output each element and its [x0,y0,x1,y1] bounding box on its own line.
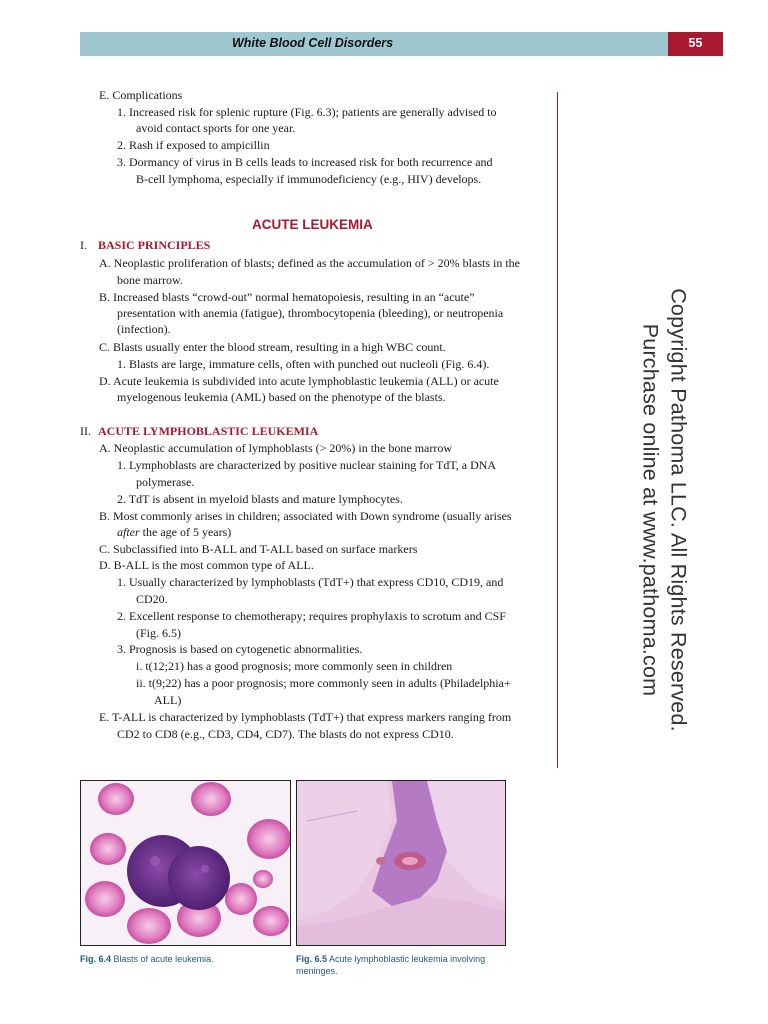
page-number: 55 [688,36,703,50]
running-header-title: White Blood Cell Disorders [232,36,394,50]
figure-caption-text: meninges. [296,966,338,976]
outline-continuation-text: the age of 5 years) [142,525,232,539]
outline-item: D. Acute leukemia is subdivided into acute lymphoblastic leukemia (ALL) or acute [99,374,499,388]
outline-item: ii. t(9;22) has a poor prognosis; more commonly seen in adults (Philadelphia+ [136,676,511,690]
outline-continuation: avoid contact sports for one year. [136,121,296,135]
outline-item: 1. Lymphoblasts are characterized by positive nuclear staining for TdT, a DNA [117,458,497,472]
figure-label: Fig. 6.5 [296,954,328,964]
subsection-heading: BASIC PRINCIPLES [98,238,211,252]
outline-item: A. Neoplastic proliferation of blasts; defined as the accumulation of > 20% blasts in the [99,256,520,270]
figure-caption [80,953,214,965]
figure-label: Fig. 6.4 [80,954,112,964]
outline-item: A. Neoplastic accumulation of lymphoblasts (> 20%) in the bone marrow [99,441,453,455]
outline-item: 2. Rash if exposed to ampicillin [117,138,270,152]
figure-caption-text: Blasts of acute leukemia. [113,954,214,964]
outline-continuation: (Fig. 6.5) [136,626,181,640]
outline-item: C. Subclassified into B-ALL and T-ALL based on surface markers [99,542,418,556]
outline-item: B. Most commonly arises in children; associated with Down syndrome (usually arises [99,509,512,523]
watermark-purchase: Purchase online at www.pathoma.com [638,323,663,697]
emphasis: after [117,525,140,539]
outline-numeral: II. [80,424,91,438]
outline-continuation: polymerase. [136,475,195,489]
outline-continuation: bone marrow. [117,273,183,287]
outline-item: 1. Increased risk for splenic rupture (Fig. 6.3); patients are generally advised to [117,105,497,119]
meninges-histology-image [297,781,505,945]
outline-item: E. Complications [99,88,183,102]
outline-item: 2. TdT is absent in myeloid blasts and mature lymphocytes. [117,492,403,506]
outline-item: B. Increased blasts “crowd-out” normal hematopoiesis, resulting in an “acute” [99,290,475,304]
outline-item: i. t(12;21) has a good prognosis; more commonly seen in children [136,659,453,673]
outline-continuation: (infection). [117,322,171,336]
outline-item: E. T-ALL is characterized by lymphoblasts (TdT+) that express markers ranging from [99,710,512,724]
outline-item: C. Blasts usually enter the blood stream, resulting in a high WBC count. [99,340,446,354]
outline-item: 1. Usually characterized by lymphoblasts (TdT+) that express CD10, CD19, and [117,575,504,589]
outline-item: D. B-ALL is the most common type of ALL. [99,558,314,572]
outline-item: 3. Prognosis is based on cytogenetic abnormalities. [117,642,363,656]
outline-continuation [117,525,231,539]
outline-continuation: B-cell lymphoma, especially if immunodeficiency (e.g., HIV) develops. [136,172,482,186]
figure-caption [296,953,516,977]
figure-meninges-histology [296,780,506,946]
figure-blood-smear [80,780,291,946]
outline-continuation: CD2 to CD8 (e.g., CD3, CD4, CD7). The blasts do not express CD10. [117,727,454,741]
outline-continuation: presentation with anemia (fatigue), thrombocytopenia (bleeding), or neutropenia [117,306,504,320]
outline-continuation: CD20. [136,592,168,606]
outline-numeral: I. [80,238,87,252]
outline-item: 2. Excellent response to chemotherapy; requires prophylaxis to scrotum and CSF [117,609,506,623]
copyright-watermark [555,245,725,775]
blood-smear-image [81,781,290,945]
outline-continuation: myelogenous leukemia (AML) based on the phenotype of the blasts. [117,390,446,404]
figure-caption-text: Acute lymphoblastic leukemia involving [329,954,486,964]
subsection-heading: ACUTE LYMPHOBLASTIC LEUKEMIA [98,424,319,438]
outline-continuation: ALL) [154,693,182,707]
section-title: ACUTE LEUKEMIA [252,217,373,232]
outline-item: 1. Blasts are large, immature cells, often with punched out nucleoli (Fig. 6.4). [117,357,490,371]
watermark-copyright: Copyright Pathoma LLC. All Rights Reserved. [666,288,691,732]
outline-item: 3. Dormancy of virus in B cells leads to increased risk for both recurrence and [117,155,493,169]
